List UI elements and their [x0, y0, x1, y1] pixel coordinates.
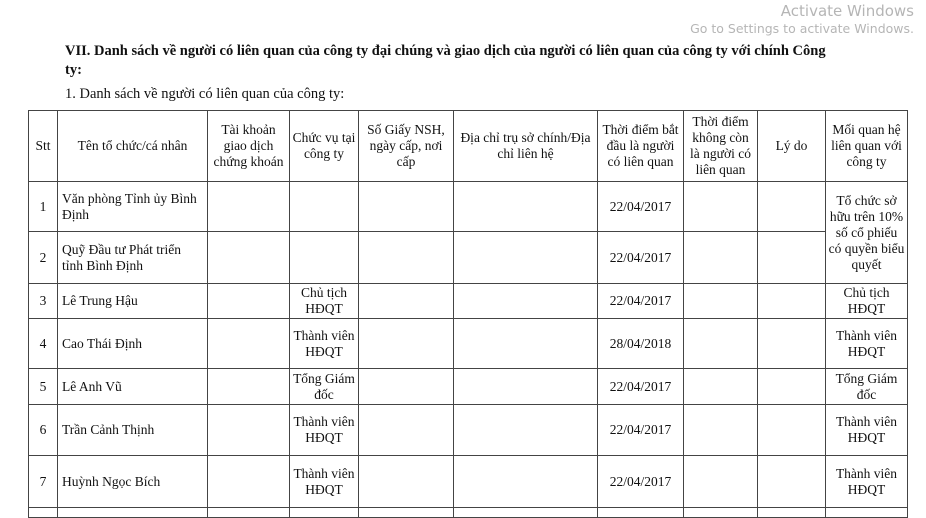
cell-date: 22/04/2017 [598, 182, 684, 232]
table-row [29, 405, 908, 456]
cell-empty [208, 232, 290, 284]
table-row [29, 182, 908, 232]
cell-position: Thành viên HĐQT [290, 319, 359, 369]
cell-empty [208, 369, 290, 405]
cell-empty [208, 405, 290, 456]
cell-date: 22/04/2017 [598, 369, 684, 405]
cell-empty [758, 456, 826, 508]
column-header: Stt [29, 111, 58, 182]
column-header: Lý do [758, 111, 826, 182]
cell-empty [454, 456, 598, 508]
cell-relation: Thành viên HĐQT [826, 456, 908, 508]
table-row-partial [29, 508, 908, 518]
column-header: Thời điểm bắt đầu là người có liên quan [598, 111, 684, 182]
cell-relation: Tổng Giám đốc [826, 369, 908, 405]
cell-stt: 2 [29, 232, 58, 284]
cell-date: 22/04/2017 [598, 456, 684, 508]
column-header: Tên tổ chức/cá nhân [58, 111, 208, 182]
cell-empty [208, 284, 290, 319]
cell-empty [684, 369, 758, 405]
cell-empty [454, 232, 598, 284]
cell-empty [454, 284, 598, 319]
cell-name: Huỳnh Ngọc Bích [58, 456, 208, 508]
cell-stt: 5 [29, 369, 58, 405]
table-header [29, 111, 908, 182]
cell-date: 22/04/2017 [598, 232, 684, 284]
cell-name: Lê Trung Hậu [58, 284, 208, 319]
cell-empty [684, 405, 758, 456]
cell-empty [684, 182, 758, 232]
cell-empty [758, 369, 826, 405]
cell-name: Quỹ Đầu tư Phát triển tỉnh Bình Định [58, 232, 208, 284]
column-header: Tài khoản giao dịch chứng khoán [208, 111, 290, 182]
column-header: Mối quan hệ liên quan với công ty [826, 111, 908, 182]
cell-empty [208, 319, 290, 369]
column-header: Số Giấy NSH, ngày cấp, nơi cấp [359, 111, 454, 182]
subheading: 1. Danh sách về người có liên quan của công ty: [65, 86, 345, 102]
cell-position: Thành viên HĐQT [290, 405, 359, 456]
cell-empty [758, 232, 826, 284]
cell-empty [454, 369, 598, 405]
cell-empty [359, 232, 454, 284]
table-row [29, 369, 908, 405]
section-heading-cont: ty: [65, 62, 82, 78]
cell-date: 28/04/2018 [598, 319, 684, 369]
cell-empty [359, 182, 454, 232]
cell-stt: 3 [29, 284, 58, 319]
cell-position: Thành viên HĐQT [290, 456, 359, 508]
watermark-title: Activate Windows [780, 2, 914, 20]
watermark-subtitle: Go to Settings to activate Windows. [690, 21, 914, 36]
cell-position: Chủ tịch HĐQT [290, 284, 359, 319]
cell-empty [359, 284, 454, 319]
cell-relation: Thành viên HĐQT [826, 405, 908, 456]
column-header: Chức vụ tại công ty [290, 111, 359, 182]
cell-empty [684, 284, 758, 319]
cell-stt: 1 [29, 182, 58, 232]
cell-empty [684, 456, 758, 508]
table-row [29, 232, 908, 284]
cell-stt: 6 [29, 405, 58, 456]
cell-empty [758, 405, 826, 456]
related-persons-table [28, 110, 908, 518]
column-header: Thời điểm không còn là người có liên quan [684, 111, 758, 182]
cell-empty [359, 319, 454, 369]
cell-position [290, 232, 359, 284]
cell-relation: Tổ chức sở hữu trên 10% số cổ phiếu có quyền biểu quyết [826, 182, 908, 284]
cell-name: Cao Thái Định [58, 319, 208, 369]
cell-relation: Thành viên HĐQT [826, 319, 908, 369]
cell-stt: 7 [29, 456, 58, 508]
cell-empty [454, 182, 598, 232]
cell-name: Lê Anh Vũ [58, 369, 208, 405]
cell-empty [208, 182, 290, 232]
cell-empty [359, 456, 454, 508]
cell-empty [208, 456, 290, 508]
cell-empty [758, 319, 826, 369]
table-row [29, 456, 908, 508]
column-header: Địa chỉ trụ sở chính/Địa chỉ liên hệ [454, 111, 598, 182]
cell-empty [758, 284, 826, 319]
cell-position [290, 182, 359, 232]
cell-empty [684, 232, 758, 284]
cell-date: 22/04/2017 [598, 405, 684, 456]
cell-empty [454, 319, 598, 369]
cell-date: 22/04/2017 [598, 284, 684, 319]
section-heading: VII. Danh sách về người có liên quan của công ty đại chúng và giao dịch của người có liên quan của công ty với chính Công [65, 43, 826, 59]
table-row [29, 284, 908, 319]
cell-empty [758, 182, 826, 232]
cell-empty [359, 405, 454, 456]
cell-empty [454, 405, 598, 456]
cell-name: Văn phòng Tỉnh ủy Bình Định [58, 182, 208, 232]
cell-position: Tổng Giám đốc [290, 369, 359, 405]
cell-stt: 4 [29, 319, 58, 369]
cell-relation: Chủ tịch HĐQT [826, 284, 908, 319]
cell-empty [684, 319, 758, 369]
table-row [29, 319, 908, 369]
cell-name: Trần Cảnh Thịnh [58, 405, 208, 456]
cell-empty [359, 369, 454, 405]
